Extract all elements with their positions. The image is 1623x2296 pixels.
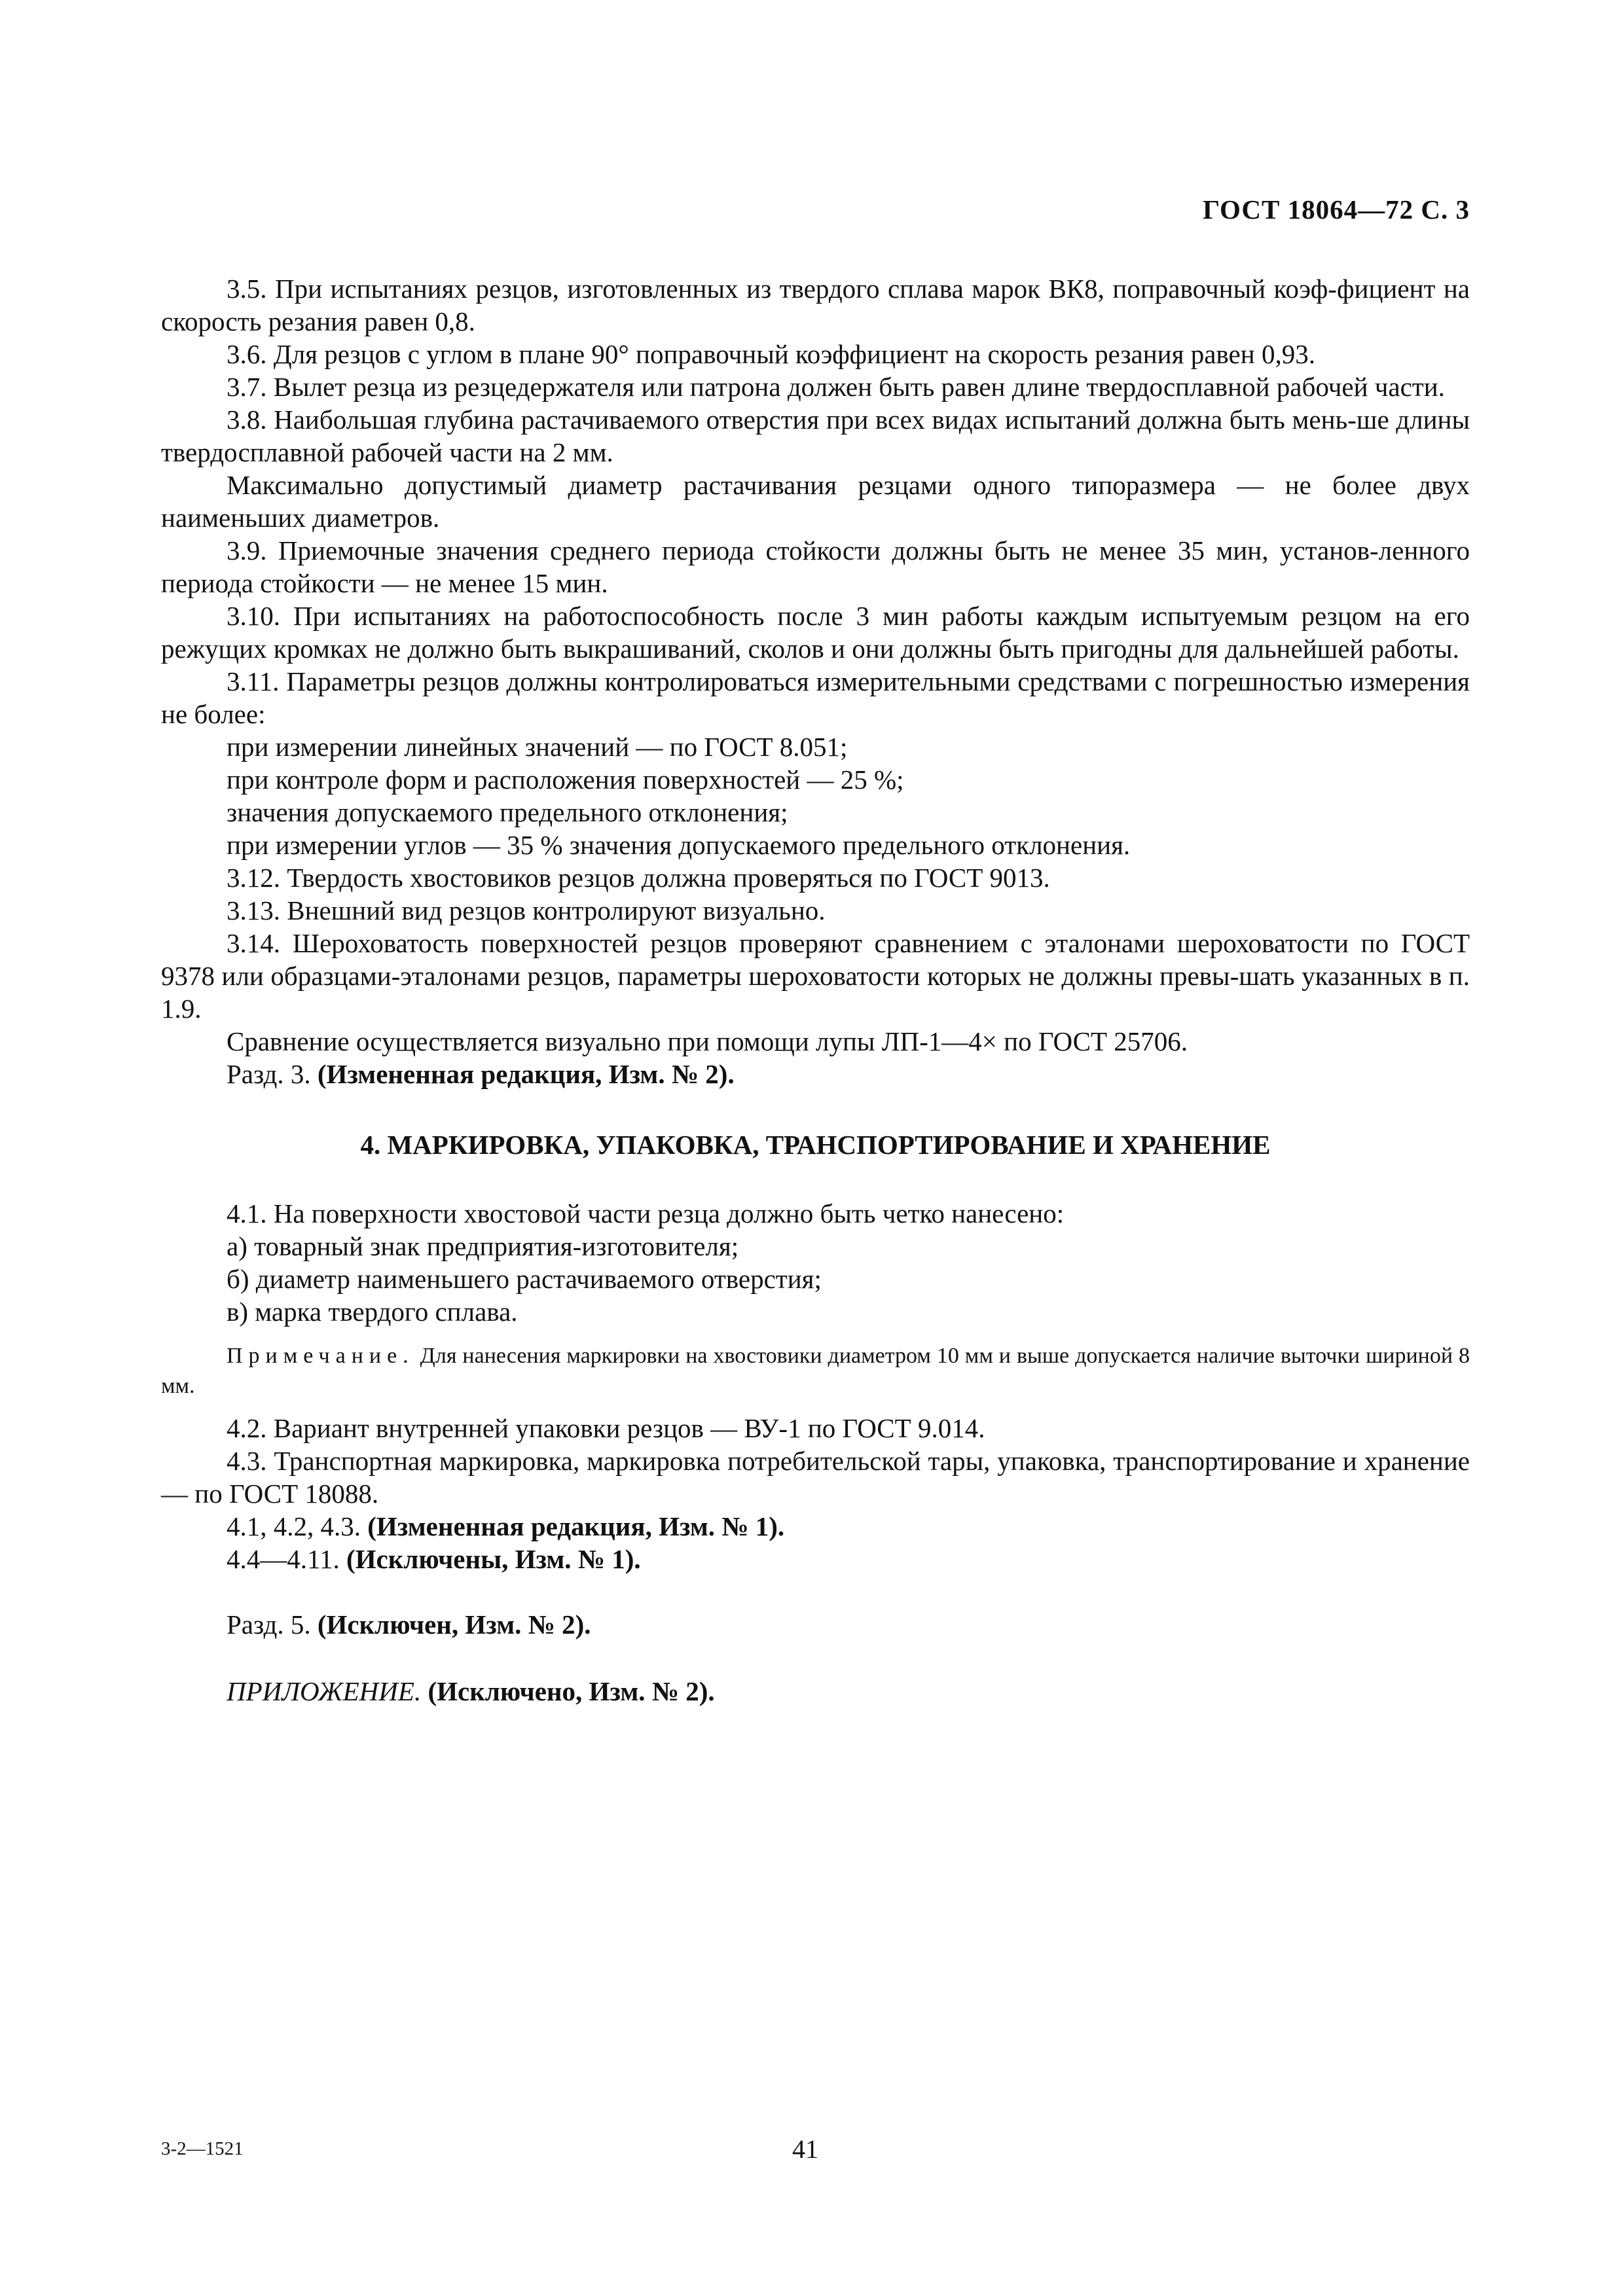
paragraph-3-6: 3.6. Для резцов с углом в плане 90° поправочный коэффициент на скорость резания равен 0,93. xyxy=(227,339,1315,369)
note-text: Для нанесения маркировки на хвостовики диаметром 10 мм и выше допускается наличие выточки шириной 8 мм. xyxy=(161,1344,1470,1398)
paragraph-3-11-item: значения допускаемого предельного отклонения; xyxy=(227,797,788,827)
amendment-note: (Исключены, Изм. № 1). xyxy=(346,1544,641,1574)
paragraph-3-11-item: при измерении углов — 35 % значения допускаемого предельного отклонения. xyxy=(227,830,1131,860)
amendment-prefix: 4.4—4.11. xyxy=(227,1544,346,1574)
section-5-note xyxy=(161,1608,1470,1641)
paragraph-3-10: 3.10. При испытаниях на работоспособность после 3 мин работы каждым испытуемым резцом на его режущих кромках не должно быть выкрашиваний, сколов и они должны быть пригодны для дальнейшей работы. xyxy=(161,601,1470,664)
paragraph-3-8-continued: Максимально допустимый диаметр растачивания резцами одного типоразмера — не более двух наименьших диаметров. xyxy=(161,470,1470,533)
amendment-prefix: Разд. 5. xyxy=(227,1609,318,1640)
footer-code: 3-2—1521 xyxy=(161,2138,244,2159)
paragraph-3-7: 3.7. Вылет резца из резцедержателя или патрона должен быть равен длине твердосплавной рабочей части. xyxy=(227,372,1445,402)
paragraph-4-1-item: б) диаметр наименьшего растачиваемого отверстия; xyxy=(227,1264,822,1294)
paragraph-3-14: 3.14. Шероховатость поверхностей резцов проверяют сравнением с эталонами шероховатости по ГОСТ 9378 или образцами-эталонами резцов, параметры шероховатости которых не должны превы-шать указанных в п. 1.9. xyxy=(161,928,1470,1024)
amendment-4-1-4-3 xyxy=(161,1510,1470,1543)
amendment-note: (Исключено, Изм. № 2). xyxy=(428,1676,715,1706)
section-3-amendment xyxy=(161,1058,1470,1090)
amendment-note: (Исключен, Изм. № 2). xyxy=(317,1609,591,1640)
amendment-4-4-4-11 xyxy=(161,1543,1470,1575)
document-body xyxy=(161,272,1470,1708)
amendment-note: (Измененная редакция, Изм. № 1). xyxy=(367,1511,785,1541)
section-4-heading: 4. МАРКИРОВКА, УПАКОВКА, ТРАНСПОРТИРОВАНИЕ И ХРАНЕНИЕ xyxy=(360,1130,1271,1160)
paragraph-3-11-item: при контроле форм и расположения поверхностей — 25 %; xyxy=(227,764,904,795)
paragraph-4-2: 4.2. Вариант внутренней упаковки резцов — ВУ-1 по ГОСТ 9.014. xyxy=(227,1413,985,1443)
paragraph-3-5: 3.5. При испытаниях резцов, изготовленных из твердого сплава марок ВК8, поправочный коэф-фициент на скорость резания равен 0,8. xyxy=(161,274,1470,336)
page-header: ГОСТ 18064—72 С. 3 xyxy=(1202,194,1470,224)
amendment-note: (Измененная редакция, Изм. № 2). xyxy=(317,1059,735,1089)
paragraph-3-8: 3.8. Наибольшая глубина растачиваемого отверстия при всех видах испытаний должна быть мень-ше длины твердосплавной рабочей части на 2 мм. xyxy=(161,404,1470,467)
amendment-prefix: 4.1, 4.2, 4.3. xyxy=(227,1511,368,1541)
paragraph-4-1-item: в) марка твердого сплава. xyxy=(227,1297,518,1327)
paragraph-4-1: 4.1. На поверхности хвостовой части резца должно быть четко нанесено: xyxy=(227,1198,1065,1229)
paragraph-3-14-continued: Сравнение осуществляется визуально при помощи лупы ЛП-1—4× по ГОСТ 25706. xyxy=(227,1026,1188,1056)
paragraph-3-11-item: при измерении линейных значений — по ГОСТ 8.051; xyxy=(227,732,848,762)
note xyxy=(161,1341,1470,1401)
paragraph-3-9: 3.9. Приемочные значения среднего периода стойкости должны быть не менее 35 мин, установ-ленного периода стойкости — не менее 15 мин. xyxy=(161,535,1470,598)
page-number: 41 xyxy=(792,2134,818,2164)
paragraph-3-11: 3.11. Параметры резцов должны контролироваться измерительными средствами с погрешностью измерения не более: xyxy=(161,666,1470,729)
paragraph-3-12: 3.12. Твердость хвостовиков резцов должна проверяться по ГОСТ 9013. xyxy=(227,863,1050,893)
paragraph-4-3: 4.3. Транспортная маркировка, маркировка потребительской тары, упаковка, транспортирование и хранение — по ГОСТ 18088. xyxy=(161,1446,1470,1509)
appendix-note xyxy=(161,1675,1470,1708)
note-label: Примечание. xyxy=(227,1344,414,1368)
paragraph-4-1-item: а) товарный знак предприятия-изготовителя; xyxy=(227,1231,739,1261)
paragraph-3-13: 3.13. Внешний вид резцов контролируют визуально. xyxy=(227,895,826,925)
appendix-label: ПРИЛОЖЕНИЕ. xyxy=(227,1676,422,1706)
amendment-prefix: Разд. 3. xyxy=(227,1059,318,1089)
